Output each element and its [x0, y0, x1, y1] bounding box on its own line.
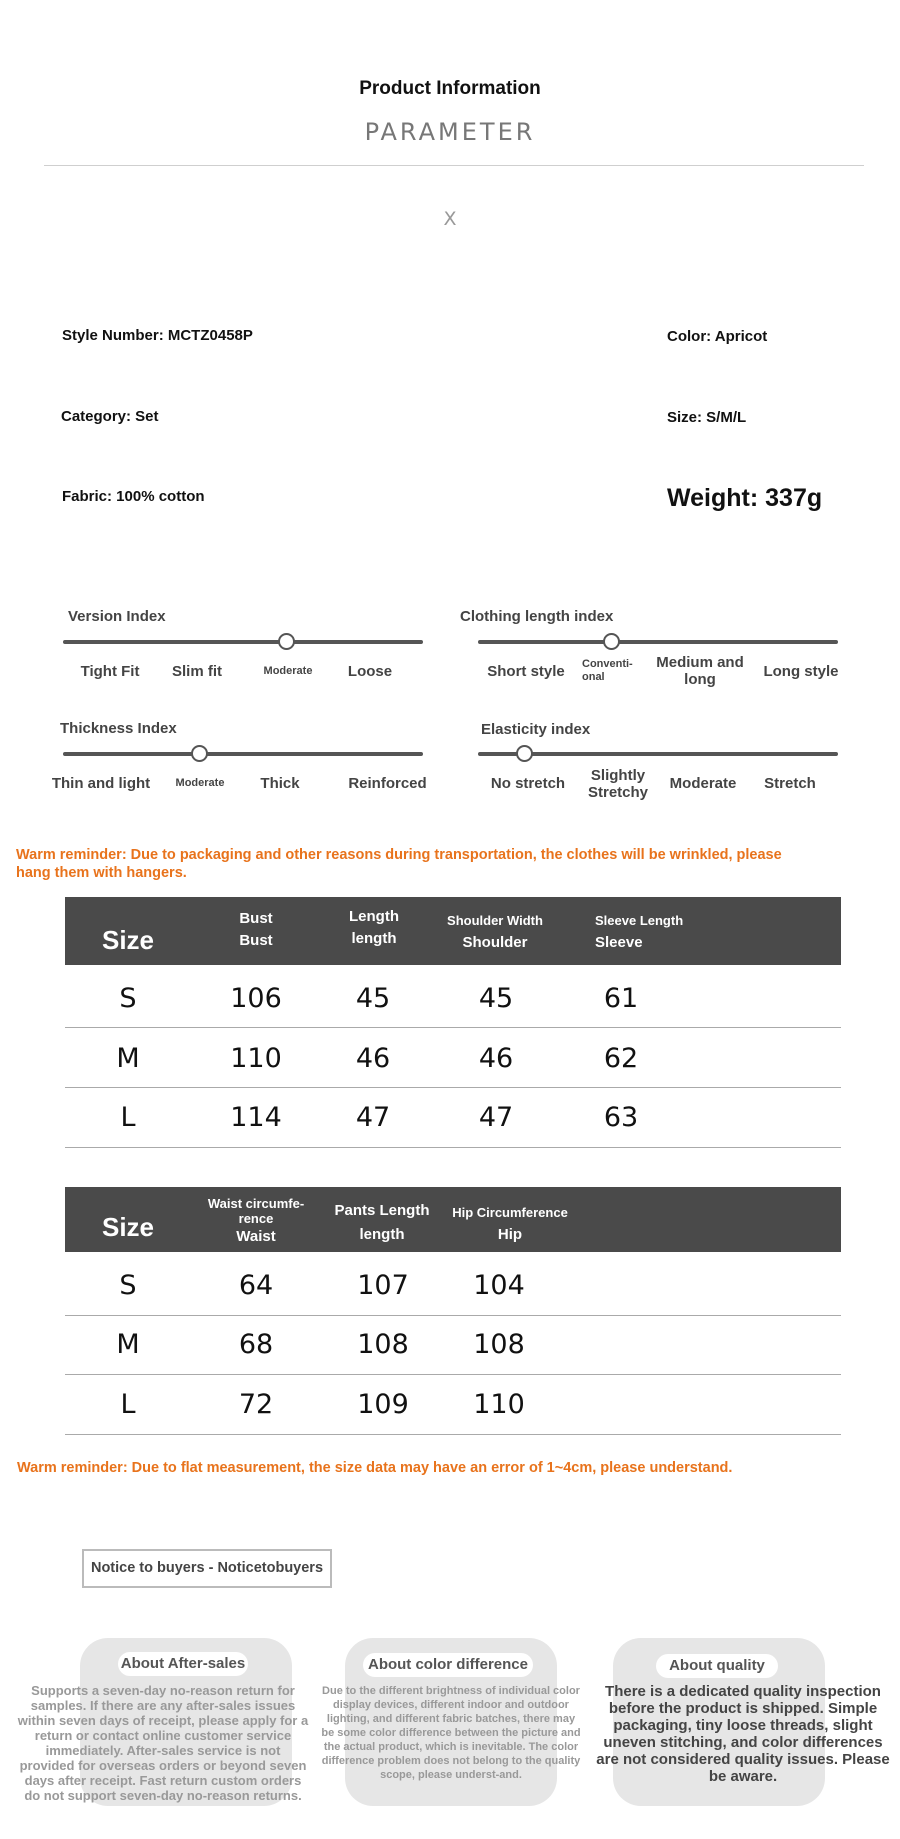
table-row-divider: [65, 1087, 841, 1088]
table-cell: 107: [357, 1270, 409, 1301]
top-table-size-header: Size: [101, 925, 155, 955]
col-header-line: Hip: [497, 1226, 523, 1243]
table-cell: 109: [357, 1389, 409, 1420]
table-cell: 110: [473, 1389, 525, 1420]
col-header-line: Bust: [239, 910, 273, 927]
table-cell: 46: [478, 1043, 514, 1074]
table-cell-size: S: [119, 983, 137, 1014]
thickness-index-track: [63, 752, 423, 756]
bottom-table-col-header: [322, 1200, 442, 1246]
elasticity-index-knob: [516, 745, 533, 762]
header-divider: [44, 165, 864, 166]
thickness-option: Thick: [260, 775, 300, 792]
bottom-table-col-header: [444, 1202, 576, 1246]
table-cell: 61: [603, 983, 639, 1014]
table-row-divider: [65, 1374, 841, 1375]
top-table-col-header: [201, 908, 311, 952]
table-cell: 68: [238, 1329, 274, 1360]
after-sales-text: Supports a seven-day no-reason return for samples. If there are any after-sales issues within seven days of receipt, please apply for a return or contact online customer service immediately. After-sales service is not provided for overseas orders or beyond seven days after receipt. Fast return custom orders do not support seven-day no-reason returns.: [17, 1683, 309, 1803]
elasticity-option: Moderate: [669, 775, 737, 792]
table-cell: 104: [473, 1270, 525, 1301]
clothing-length-option: Short style: [487, 663, 565, 680]
col-header-line: length: [359, 1226, 405, 1243]
category-value: Category: Set: [61, 408, 159, 425]
table-row-divider: [65, 1315, 841, 1316]
col-header-line: Waist circumfe- rence: [207, 1196, 305, 1226]
warm-reminder-measurement: Warm reminder: Due to flat measurement, the size data may have an error of 1~4cm, please understand.: [17, 1460, 733, 1476]
clothing-length-option: Medium and long: [656, 654, 744, 688]
quality-text: There is a dedicated quality inspection before the product is shipped. Simple packaging, tiny loose threads, slight uneven stitching, and color differences are not considered quality issues. Please be aware.: [596, 1683, 890, 1785]
col-header-line: Waist: [236, 1228, 276, 1245]
elasticity-option: No stretch: [490, 775, 566, 792]
table-cell-size: L: [120, 1102, 136, 1133]
table-cell: 110: [230, 1043, 282, 1074]
bottom-table-size-header: Size: [101, 1212, 155, 1242]
size-value: Size: S/M/L: [667, 409, 747, 426]
thickness-index-knob: [191, 745, 208, 762]
top-table-col-header: [583, 910, 691, 954]
color-difference-heading: About color difference: [363, 1653, 533, 1677]
page-title: Product Information: [359, 78, 541, 99]
notice-to-buyers-title: Notice to buyers - Noticetobuyers: [82, 1549, 332, 1588]
table-cell-size: M: [116, 1043, 140, 1074]
fabric-value: Fabric: 100% cotton: [62, 488, 205, 505]
color-value: Color: Apricot: [667, 328, 768, 345]
col-header-line: length: [351, 930, 397, 947]
table-cell: 114: [230, 1102, 282, 1133]
table-row-divider: [65, 1434, 841, 1435]
version-option: Slim fit: [171, 663, 222, 680]
table-cell: 72: [238, 1389, 274, 1420]
col-header-line: Hip Circumference: [452, 1205, 568, 1220]
after-sales-heading: About After-sales: [118, 1652, 248, 1676]
thickness-option: Thin and light: [51, 775, 151, 792]
table-cell: 106: [230, 983, 282, 1014]
table-cell-size: S: [119, 1270, 137, 1301]
thickness-option: Reinforced: [348, 775, 427, 792]
table-cell: 45: [478, 983, 514, 1014]
version-index-title: Version Index: [68, 608, 166, 625]
col-header-line: Sleeve Length: [595, 913, 684, 928]
table-cell: 45: [355, 983, 391, 1014]
clothing-length-option: Long style: [763, 663, 839, 680]
top-table-col-header: [319, 906, 429, 950]
col-header-line: Shoulder Width: [447, 913, 543, 928]
clothing-length-index-knob: [603, 633, 620, 650]
color-difference-text: Due to the different brightness of individual color display devices, different indoor and outdoor lighting, and different fabric batches, there may be some color difference between the picture and the actual product, which is inevitable. The color difference problem does not belong to the quality scope, please underst-and.: [321, 1685, 581, 1781]
version-index-track: [63, 640, 423, 644]
table-cell: 63: [603, 1102, 639, 1133]
table-cell-size: L: [120, 1389, 136, 1420]
table-cell: 108: [473, 1329, 525, 1360]
table-cell: 47: [478, 1102, 514, 1133]
elasticity-option: Slightly Stretchy: [587, 767, 649, 801]
clothing-length-index-title: Clothing length index: [460, 608, 614, 625]
col-header-line: Length: [349, 908, 399, 925]
warm-reminder-packaging: Warm reminder: Due to packaging and other reasons during transportation, the clothes will be wrinkled, please hang them with hangers.: [16, 847, 782, 881]
table-cell: 47: [355, 1102, 391, 1133]
elasticity-index-title: Elasticity index: [481, 721, 591, 738]
col-header-line: Sleeve: [595, 934, 643, 951]
thickness-option: Moderate: [175, 777, 225, 789]
col-header-line: Pants Length: [334, 1202, 430, 1219]
col-header-line: Shoulder: [462, 934, 528, 951]
version-option: Tight Fit: [80, 663, 140, 680]
col-header-line: Bust: [239, 932, 273, 949]
table-cell: 64: [238, 1270, 274, 1301]
table-row-divider: [65, 1147, 841, 1148]
elasticity-option: Stretch: [764, 775, 816, 792]
table-cell-size: M: [116, 1329, 140, 1360]
table-cell: 108: [357, 1329, 409, 1360]
version-index-knob: [278, 633, 295, 650]
clothing-length-index-track: [478, 640, 838, 644]
thickness-index-title: Thickness Index: [60, 720, 177, 737]
version-option: Loose: [347, 663, 393, 680]
version-option: Moderate: [263, 665, 313, 677]
clothing-length-option: Conventi- onal: [582, 658, 633, 683]
bottom-table-col-header: [196, 1196, 316, 1248]
x-mark: X: [443, 208, 457, 230]
style-number: Style Number: MCTZ0458P: [62, 327, 253, 344]
table-cell: 62: [603, 1043, 639, 1074]
table-cell: 46: [355, 1043, 391, 1074]
page-subtitle: PARAMETER: [364, 118, 536, 146]
quality-heading: About quality: [656, 1654, 778, 1678]
top-table-col-header: [429, 910, 561, 954]
table-row-divider: [65, 1027, 841, 1028]
weight-value: Weight: 337g: [667, 484, 823, 512]
